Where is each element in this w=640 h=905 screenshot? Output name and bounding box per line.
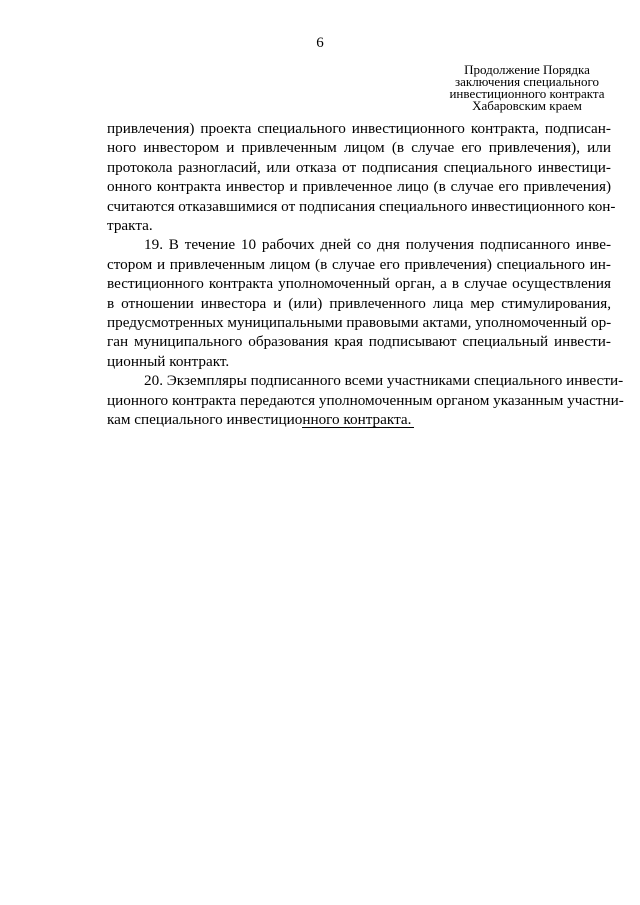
header-line: заключения специального: [454, 74, 600, 89]
text-line: 19. В течение 10 рабочих дней со дня получения подписанного инве-: [144, 236, 611, 254]
text-line: предусмотренных муниципальными правовыми актами, уполномоченный ор-: [107, 314, 612, 332]
header-line: Хабаровским краем: [472, 98, 582, 113]
body-text: [107, 119, 624, 430]
text-line: онного контракта инвестор и привлеченное лицо (в случае его привлечения): [107, 178, 611, 196]
text-line: протокола разногласий, или отказа от подписания специального инвестици-: [107, 158, 611, 176]
page-number: 6: [316, 35, 324, 51]
text-line: тракта.: [107, 217, 153, 235]
closing-divider-line: [302, 427, 414, 428]
text-line: считаются отказавшимися от подписания специального инвестиционного кон-: [107, 197, 616, 215]
text-line: стором и привлеченным лицом (в случае его привлечения) специального ин-: [107, 255, 611, 273]
text-line: 20. Экземпляры подписанного всеми участниками специального инвести-: [144, 372, 624, 390]
document-header: [432, 64, 622, 112]
text-line: вестиционного контракта уполномоченный орган, а в случае осуществления: [107, 275, 611, 293]
header-line: Продолжение Порядка: [464, 62, 590, 77]
header-line: инвестиционного контракта: [449, 86, 605, 101]
text-line: в отношении инвестора и (или) привлеченного лица мер стимулирования,: [107, 294, 611, 312]
text-line: привлечения) проекта специального инвестиционного контракта, подписан-: [107, 120, 611, 137]
text-line: кам специального инвестиционного контракта.: [107, 411, 412, 429]
text-line: ционный контракт.: [107, 352, 230, 370]
text-line: ного инвестором и привлеченным лицом (в случае его привлечения), или: [107, 139, 611, 157]
text-line: ган муниципального образования края подписывают специальный инвести-: [107, 333, 611, 351]
text-line: ционного контракта передаются уполномоченным органом указанным участни-: [107, 391, 624, 409]
